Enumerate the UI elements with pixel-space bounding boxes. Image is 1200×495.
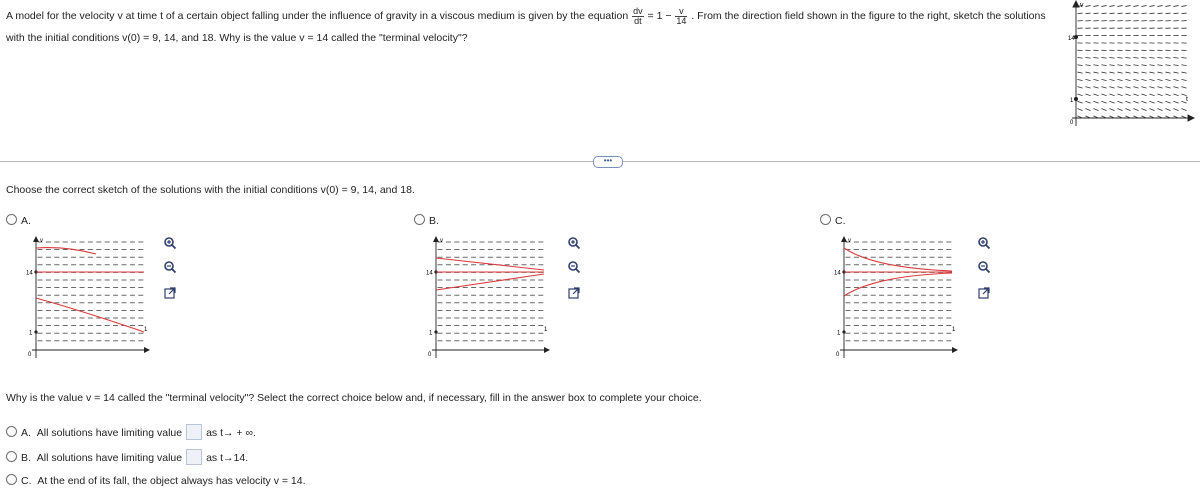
field-segment: [1109, 94, 1114, 96]
field-segment: [1093, 13, 1098, 14]
field-segment: [1157, 13, 1162, 14]
field-segment: [1181, 13, 1186, 14]
field-segment: [1109, 65, 1114, 66]
field-segment: [1165, 13, 1170, 14]
df-tick-1: 1: [1070, 98, 1074, 104]
field-segment: [1133, 79, 1138, 80]
field-segment: [1173, 57, 1178, 58]
field-segment: [1085, 65, 1090, 66]
field-segment: [1173, 101, 1178, 103]
field-segment: [1085, 109, 1090, 111]
field-segment: [1101, 6, 1106, 7]
field-segment: [1085, 72, 1090, 73]
zoom-out-icon[interactable]: [567, 260, 581, 274]
option-c-letter: C.: [835, 215, 846, 227]
field-segment: [1149, 13, 1154, 14]
choice-b-text: All solutions have limiting value: [36, 452, 183, 464]
field-segment: [1117, 87, 1122, 88]
tick-label-14: 14: [834, 270, 841, 277]
field-segment: [1141, 65, 1146, 66]
field-segment: [1125, 94, 1130, 96]
field-segment: [1173, 13, 1178, 14]
option-c[interactable]: [820, 214, 846, 227]
field-segment: [1133, 72, 1138, 73]
v-tick-1: [842, 330, 845, 333]
field-segment: [1077, 79, 1082, 80]
field-segment: [1101, 94, 1106, 96]
open-external-icon[interactable]: [977, 286, 991, 300]
field-segment: [1133, 101, 1138, 103]
v-axis-label: v: [440, 238, 443, 244]
field-segment: [1117, 72, 1122, 73]
field-segment: [1149, 72, 1154, 73]
v-axis-label: v: [848, 238, 851, 244]
choice-b-radio[interactable]: [6, 451, 17, 462]
zoom-out-icon[interactable]: [977, 260, 991, 274]
choice-c-letter: C.: [21, 475, 32, 487]
field-segment: [1149, 109, 1154, 111]
choice-a-text: All solutions have limiting value: [36, 427, 183, 439]
field-segment: [1165, 87, 1170, 88]
field-segment: [1109, 79, 1114, 80]
field-segment: [1157, 79, 1162, 80]
open-external-icon[interactable]: [163, 286, 177, 300]
field-segment: [1077, 87, 1082, 88]
field-segment: [1109, 6, 1114, 7]
question-part2: . From the direction field shown in the figure to the right, sketch the solutions with the initial conditions v(0) = 9, 14, and 18. Why is the value v = 14 called the "terminal velocity"?: [6, 10, 1046, 44]
field-segment: [1117, 79, 1122, 80]
field-segment: [1149, 87, 1154, 88]
field-segment: [1157, 57, 1162, 58]
field-segment: [1125, 109, 1130, 111]
t-axis-arrow: [144, 347, 150, 353]
field-segment: [1173, 94, 1178, 96]
field-segment: [1125, 57, 1130, 58]
field-segment: [1133, 13, 1138, 14]
option-b-graph: [426, 232, 554, 360]
field-segment: [1157, 6, 1162, 7]
field-segment: [1181, 79, 1186, 80]
field-segment: [1181, 6, 1186, 7]
field-segment: [1133, 57, 1138, 58]
field-segment: [1165, 101, 1170, 103]
field-segment: [1149, 57, 1154, 58]
field-segment: [1101, 65, 1106, 66]
field-segment: [1157, 94, 1162, 96]
field-segment: [1157, 109, 1162, 111]
tick-label-1: 1: [837, 330, 841, 337]
open-external-icon[interactable]: [567, 286, 581, 300]
solution-curves: [36, 248, 144, 332]
v-axis-label: v: [40, 238, 43, 244]
field-segment: [1077, 72, 1082, 73]
field-segment: [1117, 94, 1122, 96]
field-segment: [1141, 94, 1146, 96]
choice-c-radio[interactable]: [6, 474, 17, 485]
field-segment: [1165, 109, 1170, 111]
field-segment: [1125, 6, 1130, 7]
field-segment: [1109, 87, 1114, 88]
field-segment: [1093, 94, 1098, 96]
choice-a-letter: A.: [21, 427, 31, 439]
choice-b-letter: B.: [21, 452, 31, 464]
field-segment: [1109, 57, 1114, 58]
field-segment: [1181, 109, 1186, 111]
v-axis-arrow: [841, 236, 847, 242]
field-segment: [1085, 101, 1090, 103]
field-segment: [1109, 101, 1114, 103]
field-segment: [1125, 13, 1130, 14]
field-segment: [1117, 6, 1122, 7]
field-segment: [1077, 13, 1082, 14]
v-tick-1: [434, 330, 437, 333]
field-segment: [1093, 72, 1098, 73]
field-segment: [1077, 109, 1082, 111]
field-segment: [1173, 109, 1178, 111]
origin-label: 0: [836, 352, 840, 358]
choice-a-answer-box[interactable]: [186, 424, 202, 440]
field-segment: [1101, 57, 1106, 58]
solution-curve: [36, 248, 96, 254]
field-segment: [1149, 6, 1154, 7]
field-segment: [1093, 57, 1098, 58]
zoom-in-icon[interactable]: [977, 236, 991, 250]
solution-curve: [844, 248, 952, 271]
field-segment: [1165, 65, 1170, 66]
field-segment: [1085, 79, 1090, 80]
field-segment: [1085, 57, 1090, 58]
part-b-prompt: Why is the value v = 14 called the "terminal velocity"? Select the correct choice below and, if necessary, fill in the answer box to complete your choice.: [6, 392, 702, 404]
field-segment: [1173, 79, 1178, 80]
field-segment: [1141, 72, 1146, 73]
t-tick-label: 1: [544, 327, 548, 333]
field-segment: [1157, 72, 1162, 73]
v-tick-1: [34, 330, 37, 333]
field-segment: [1101, 101, 1106, 103]
field-segment: [1093, 65, 1098, 66]
field-segments: [438, 242, 544, 341]
field-segment: [1117, 101, 1122, 103]
solution-curve: [436, 258, 544, 270]
option-b-radio[interactable]: [414, 214, 425, 225]
option-a-radio[interactable]: [6, 214, 17, 225]
choice-c-text: At the end of its fall, the object always has velocity v = 14.: [37, 475, 306, 487]
direction-field-axes: [1072, 1, 1194, 126]
field-segment: [1141, 87, 1146, 88]
field-segment: [1093, 79, 1098, 80]
field-segment: [1141, 6, 1146, 7]
option-c-radio[interactable]: [820, 214, 831, 225]
direction-field-segments: [1077, 6, 1186, 119]
question-part1: A model for the velocity v at time t of a certain object falling under the influence of gravity in a viscous medium is given by the equation: [6, 10, 629, 22]
field-segment: [1165, 94, 1170, 96]
field-segment: [1173, 87, 1178, 88]
field-segment: [1173, 6, 1178, 7]
field-segment: [1133, 87, 1138, 88]
field-segment: [1077, 101, 1082, 103]
fraction-dv-dt: $\frac{dv}{dt}$: [633, 5, 643, 26]
df-t-label: t: [1186, 96, 1188, 103]
tick-label-1: 1: [429, 330, 433, 337]
option-a-letter: A.: [21, 215, 31, 227]
direction-field-graph: [1068, 0, 1196, 130]
field-segment: [1181, 65, 1186, 66]
choice-c[interactable]: [6, 474, 306, 487]
field-segment: [1085, 87, 1090, 88]
field-segment: [1181, 87, 1186, 88]
field-segment: [1149, 101, 1154, 103]
zoom-in-icon[interactable]: [163, 236, 177, 250]
origin-label: 0: [28, 352, 32, 358]
choice-a[interactable]: [6, 424, 256, 440]
equation-middle: = 1 −: [647, 10, 672, 22]
zoom-in-icon[interactable]: [567, 236, 581, 250]
field-segment: [1157, 101, 1162, 103]
field-segment: [1085, 6, 1090, 7]
field-segment: [1117, 109, 1122, 111]
field-segment: [1093, 87, 1098, 88]
field-segment: [1173, 72, 1178, 73]
v-axis-arrow: [433, 236, 439, 242]
df-origin: 0: [1070, 120, 1074, 126]
field-segment: [1101, 109, 1106, 111]
solution-curves: [844, 248, 952, 296]
t-tick-label: 1: [952, 327, 956, 333]
option-b-letter: B.: [429, 215, 439, 227]
field-segment: [1109, 72, 1114, 73]
field-segment: [1085, 94, 1090, 96]
tick-label-14: 14: [26, 270, 33, 277]
field-segment: [1133, 6, 1138, 7]
field-segment: [1165, 6, 1170, 7]
field-segment: [1093, 101, 1098, 103]
choice-a-radio[interactable]: [6, 426, 17, 437]
t-tick-label: 1: [144, 327, 148, 333]
tick-label-14: 14: [426, 270, 433, 277]
origin-label: 0: [428, 352, 432, 358]
t-axis-arrow: [544, 347, 550, 353]
field-segment: [1149, 65, 1154, 66]
field-segment: [1101, 87, 1106, 88]
field-segment: [1101, 13, 1106, 14]
field-segment: [1141, 13, 1146, 14]
field-segment: [1133, 109, 1138, 111]
field-segment: [1117, 13, 1122, 14]
df-v-label: v: [1080, 2, 1084, 9]
field-segment: [1133, 94, 1138, 96]
option-a-graph: [26, 232, 154, 360]
field-segment: [1133, 65, 1138, 66]
field-segment: [1181, 72, 1186, 73]
field-segment: [1165, 72, 1170, 73]
fraction-v-14: $\frac{v}{14}$: [676, 5, 687, 26]
field-segment: [1077, 65, 1082, 66]
field-segment: [1149, 94, 1154, 96]
field-segment: [1141, 79, 1146, 80]
solution-curve: [844, 273, 952, 296]
option-a[interactable]: [6, 214, 31, 227]
field-segment: [1125, 65, 1130, 66]
field-segment: [1157, 65, 1162, 66]
field-segment: [1149, 79, 1154, 80]
t-axis-arrow: [952, 347, 958, 353]
choice-b[interactable]: [6, 449, 248, 465]
field-segment: [1109, 13, 1114, 14]
field-segment: [1101, 79, 1106, 80]
field-segment: [1141, 57, 1146, 58]
field-segment: [1093, 109, 1098, 111]
choice-a-suffix: as t→ + ∞.: [206, 427, 256, 439]
choice-b-suffix: as t→14.: [206, 452, 249, 464]
field-segment: [1109, 109, 1114, 111]
field-segment: [1125, 101, 1130, 103]
field-segment: [1125, 79, 1130, 80]
df-tick-14: 14: [1068, 36, 1075, 42]
solution-curves: [436, 258, 544, 290]
field-segment: [1141, 101, 1146, 103]
v-axis-arrow: [33, 236, 39, 242]
field-segment: [1181, 57, 1186, 58]
field-segment: [1117, 65, 1122, 66]
option-b[interactable]: [414, 214, 439, 227]
field-segment: [1101, 72, 1106, 73]
field-segment: [1093, 6, 1098, 7]
zoom-out-icon[interactable]: [163, 260, 177, 274]
field-segment: [1157, 87, 1162, 88]
part-a-prompt: Choose the correct sketch of the solutions with the initial conditions v(0) = 9, 14, and 18.: [6, 184, 415, 196]
field-segment: [1173, 65, 1178, 66]
option-c-graph: [834, 232, 962, 360]
field-segment: [1077, 94, 1082, 96]
field-segment: [1085, 13, 1090, 14]
question-text: [6, 5, 1056, 49]
field-segment: [1165, 79, 1170, 80]
expand-more-button[interactable]: •••: [593, 156, 623, 168]
tick-label-1: 1: [29, 330, 33, 337]
field-segment: [1125, 87, 1130, 88]
field-segment: [1125, 72, 1130, 73]
choice-b-answer-box[interactable]: [186, 449, 202, 465]
field-segment: [1165, 57, 1170, 58]
field-segment: [1141, 109, 1146, 111]
field-segment: [1117, 57, 1122, 58]
field-segment: [1077, 57, 1082, 58]
